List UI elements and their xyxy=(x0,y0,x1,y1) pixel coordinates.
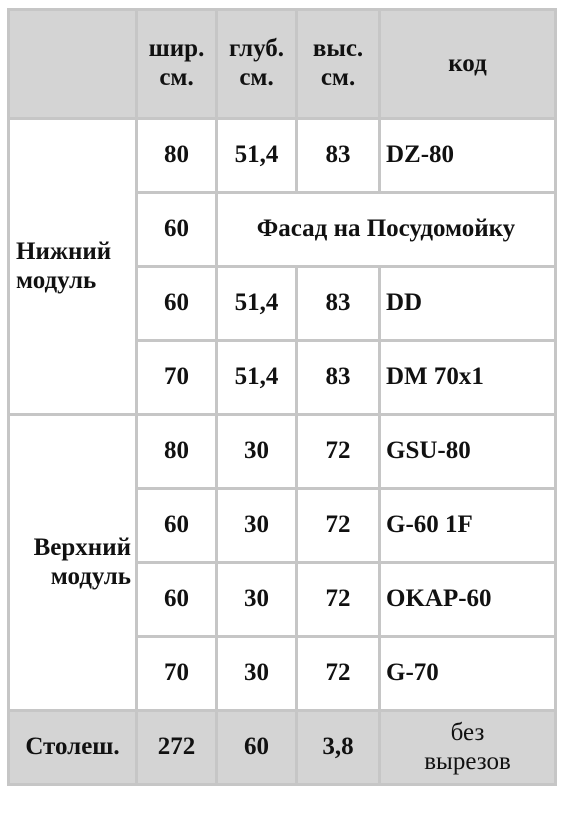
height-cell: 83 xyxy=(297,267,380,341)
countertop-note xyxy=(380,711,556,785)
code-cell: DM 70x1 xyxy=(380,341,556,415)
code-cell: GSU-80 xyxy=(380,415,556,489)
code-cell: G-70 xyxy=(380,637,556,711)
height-header: выс. см. xyxy=(297,10,380,119)
height-cell: 83 xyxy=(297,119,380,193)
code-cell: DZ-80 xyxy=(380,119,556,193)
group-label-upper xyxy=(9,415,137,711)
dishwasher-facade-note: Фасад на Посудомойку xyxy=(217,193,556,267)
countertop-row xyxy=(9,711,556,785)
countertop-width: 272 xyxy=(137,711,217,785)
code-cell: G-60 1F xyxy=(380,489,556,563)
height-cell: 83 xyxy=(297,341,380,415)
height-cell: 72 xyxy=(297,489,380,563)
depth-cell: 30 xyxy=(217,563,297,637)
width-cell: 60 xyxy=(137,489,217,563)
corner-cell xyxy=(9,10,137,119)
width-header: шир. см. xyxy=(137,10,217,119)
width-cell: 60 xyxy=(137,563,217,637)
countertop-height: 3,8 xyxy=(297,711,380,785)
depth-cell: 30 xyxy=(217,637,297,711)
depth-cell: 30 xyxy=(217,415,297,489)
countertop-depth: 60 xyxy=(217,711,297,785)
width-cell: 80 xyxy=(137,415,217,489)
table-row xyxy=(9,415,556,489)
group-label-line: Нижний xyxy=(16,237,112,265)
height-cell: 72 xyxy=(297,563,380,637)
code-header: код xyxy=(380,10,556,119)
code-cell: DD xyxy=(380,267,556,341)
header-row xyxy=(9,10,556,119)
height-cell: 72 xyxy=(297,415,380,489)
group-label-line: модуль xyxy=(16,266,97,294)
group-label-lower xyxy=(9,119,137,415)
module-spec-table xyxy=(7,8,557,786)
depth-cell: 30 xyxy=(217,489,297,563)
countertop-label: Столеш. xyxy=(9,711,137,785)
group-label-line: модуль xyxy=(50,562,131,590)
depth-cell: 51,4 xyxy=(217,341,297,415)
depth-header: глуб. см. xyxy=(217,10,297,119)
width-cell: 70 xyxy=(137,341,217,415)
width-cell: 70 xyxy=(137,637,217,711)
depth-cell: 51,4 xyxy=(217,267,297,341)
code-cell: OKAP-60 xyxy=(380,563,556,637)
width-cell: 80 xyxy=(137,119,217,193)
height-cell: 72 xyxy=(297,637,380,711)
width-cell: 60 xyxy=(137,267,217,341)
group-label-line: Верхний xyxy=(33,533,131,561)
width-cell: 60 xyxy=(137,193,217,267)
countertop-note-line: без xyxy=(450,718,485,746)
countertop-note-line: вырезов xyxy=(424,747,511,775)
table-row xyxy=(9,119,556,193)
depth-cell: 51,4 xyxy=(217,119,297,193)
